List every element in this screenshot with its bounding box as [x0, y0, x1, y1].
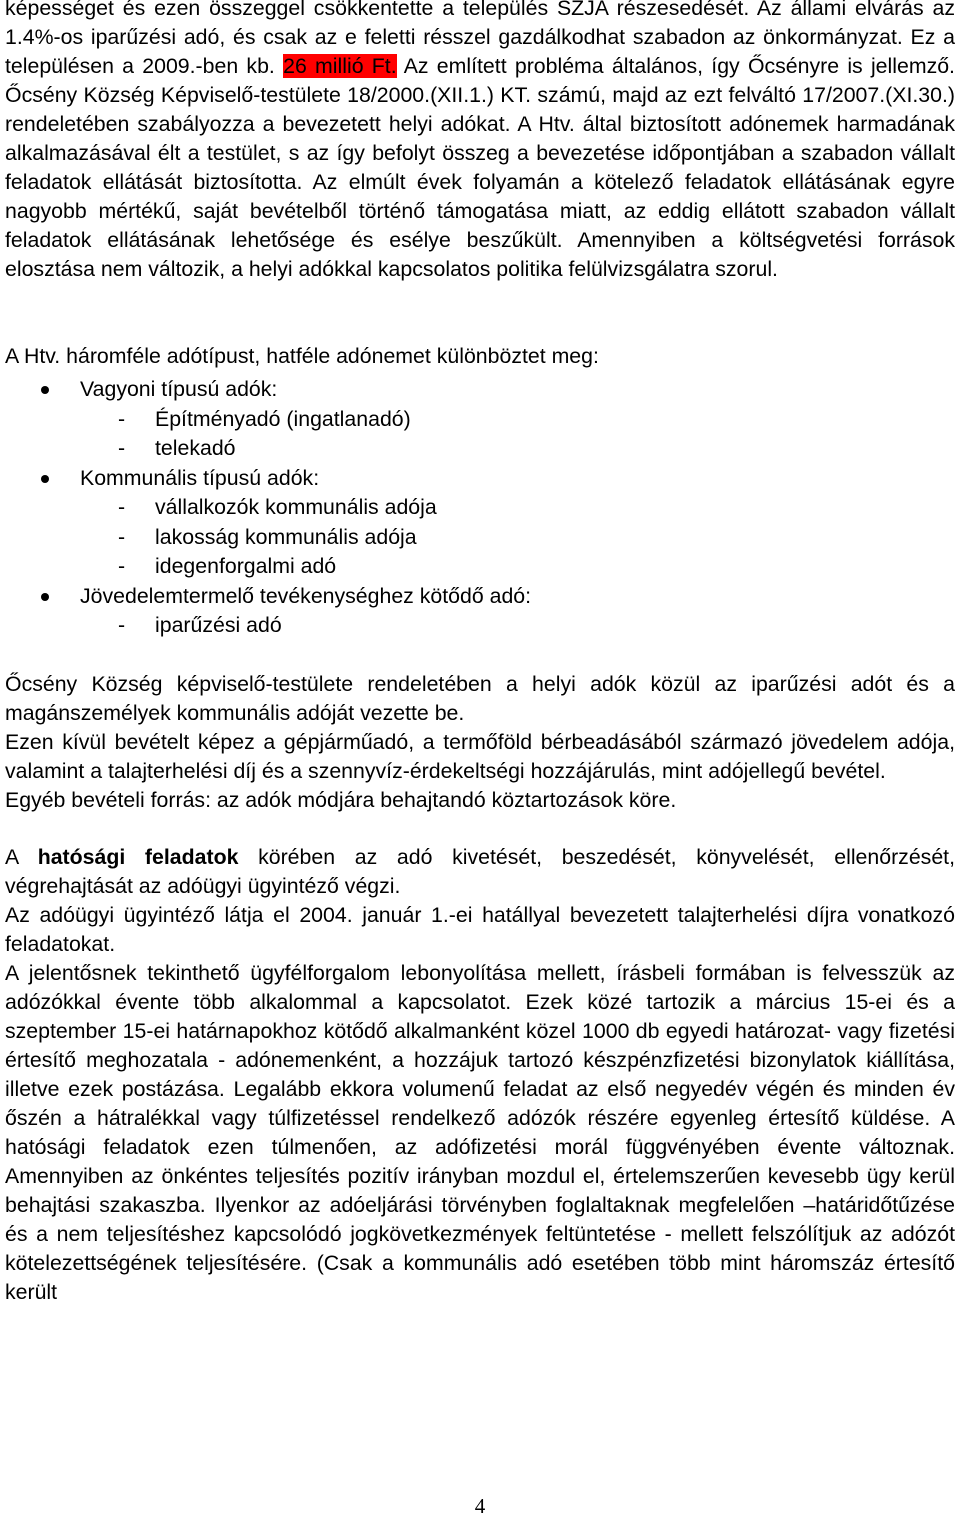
tax-subtype-list	[80, 611, 955, 641]
tax-type-label: Jövedelemtermelő tevékenységhez kötődő adó:	[80, 583, 532, 608]
paragraph-htv-intro: A Htv. háromféle adótípust, hatféle adónemet különböztet meg:	[5, 344, 599, 368]
dash-marker: -	[118, 495, 126, 519]
dash-marker: -	[118, 613, 126, 637]
tax-type-item	[5, 464, 955, 582]
tax-subtype-label: Építményadó (ingatlanadó)	[155, 406, 411, 431]
tax-subtype-label: vállalkozók kommunális adója	[155, 495, 437, 519]
bullet-icon	[41, 475, 49, 483]
tax-type-list	[5, 375, 955, 641]
paragraph-soil-load-fee: Az adóügyi ügyintéző látja el 2004. január 1.-ei hatállyal bevezetett talajterhelési díjra vonatkozó feladatokat.	[5, 902, 955, 956]
bold-term: hatósági feladatok	[37, 844, 239, 869]
tax-subtype-label: lakosság kommunális adója	[155, 524, 417, 549]
tax-subtype-label: iparűzési adó	[155, 613, 282, 637]
tax-subtype-item	[5, 405, 955, 435]
tax-subtype-label: telekadó	[155, 436, 236, 460]
tax-type-label: Vagyoni típusú adók:	[80, 377, 278, 401]
paragraph-text: képességet és ezen összeggel csökkentette a település SZJA részesedését. Az állami elvárás az 1.4%-os iparűzési adó, és csak az e feletti résszel gazdálkodhat szabadon az önkormányzat. Ez a településen a 2009.-ben kb.	[5, 0, 955, 78]
dash-marker: -	[118, 436, 126, 460]
tax-subtype-item	[5, 552, 955, 582]
highlighted-amount: 26 millió Ft.	[283, 54, 397, 78]
paragraph-client-traffic: A jelentősnek tekinthető ügyfélforgalom lebonyolítása mellett, írásbeli formában is felvesszük az adózókkal évente több alkalommal a kapcsolatot. Ezek közé tartozik a március 15-ei és a szeptember 15-ei határnapokhoz kötődő alkalmanként közel 1000 db egyedi határozat- vagy fizetési értesítő meghozatala - adónemenként, a hozzájuk tartozó készpénzfizetési bizonylatok kiállítása, illetve ezek postázása. Legalább ekkora volumenű feladat az első negyedév végén és minden év őszén a hátralékkal vagy túlfizetéssel rendelkező adózók részére egyenleg értesítő küldése. A hatósági feladatok ezen túlmenően, az adófizetési morál függvényében évente változnak. Amennyiben az önkéntes teljesítés pozitív irányban mozdul el, értelemszerűen kevesebb ügy kerül behajtási szakaszba. Ilyenkor az adóeljárási törvényben foglaltaknak megfelelően –határidőtűzése és a nem teljesítéshez kapcsolódó jogkövetkezmények feltüntetése - mellett felszólítjuk az adózót kötelezettségének teljesítésére. (Csak a kommunális adó esetében több mint háromszáz értesítő került	[5, 960, 955, 1304]
bullet-icon	[41, 386, 49, 394]
tax-subtype-list	[80, 405, 955, 464]
tax-subtype-list	[80, 493, 955, 582]
dash-marker: -	[118, 554, 126, 578]
tax-subtype-item	[5, 611, 955, 641]
page-number: 4	[474, 1494, 486, 1518]
tax-subtype-label: idegenforgalmi adó	[155, 554, 337, 578]
paragraph-other-revenue: Ezen kívül bevételt képez a gépjárműadó, a termőföld bérbeadásából származó jövedelem adója, valamint a talajterhelési díj és a szennyvíz-érdekeltségi hozzájárulás, mint adójellegű bevétel.	[5, 729, 955, 783]
document-page	[5, 0, 955, 1307]
bullet-icon	[41, 593, 49, 601]
dash-marker: -	[118, 524, 126, 549]
paragraph-text: A	[5, 844, 38, 869]
paragraph-text: Az említett probléma általános, így Őcsényre is jellemző. Őcsény Község Képviselő-testülete 18/2000.(XII.1.) KT. számú, majd az ezt felváltó 17/2007.(XI.30.) rendeletében szabályozza a bevezetett helyi adókat. A Htv. által biztosított adónemek harmadának alkalmazásával élt a testület, s az így befolyt összeg a bevezetése időpontjában a szabadon vállalt feladatok ellátását biztosította. Az elmúlt évek folyamán a kötelező feladatok ellátásának egyre nagyobb mértékű, saját bevételből történő támogatása miatt, az eddig ellátott szabadon vállalt feladatok ellátásának lehetősége és esélye beszűkült. Amennyiben a költségvetési források elosztása nem változik, a helyi adókkal kapcsolatos politika felülvizsgálatra szorul.	[5, 54, 955, 281]
paragraph-authority-tasks	[5, 843, 955, 901]
paragraph-introduced-taxes: Őcsény Község képviselő-testülete rendeletében a helyi adók közül az iparűzési adót és a magánszemélyek kommunális adóját vezette be.	[5, 671, 955, 725]
paragraph-szja	[5, 0, 955, 284]
tax-type-item	[5, 375, 955, 464]
tax-subtype-item	[5, 493, 955, 523]
paragraph-text: körében az adó kivetését, beszedését, könyvelését, ellenőrzését, végrehajtását az adóügyi ügyintéző végzi.	[5, 844, 955, 898]
dash-marker: -	[118, 406, 126, 431]
tax-subtype-item	[5, 523, 955, 553]
paragraph-other-sources: Egyéb bevételi forrás: az adók módjára behajtandó köztartozások köre.	[5, 787, 677, 812]
tax-subtype-item	[5, 434, 955, 464]
tax-type-label: Kommunális típusú adók:	[80, 465, 320, 490]
tax-type-item	[5, 582, 955, 641]
